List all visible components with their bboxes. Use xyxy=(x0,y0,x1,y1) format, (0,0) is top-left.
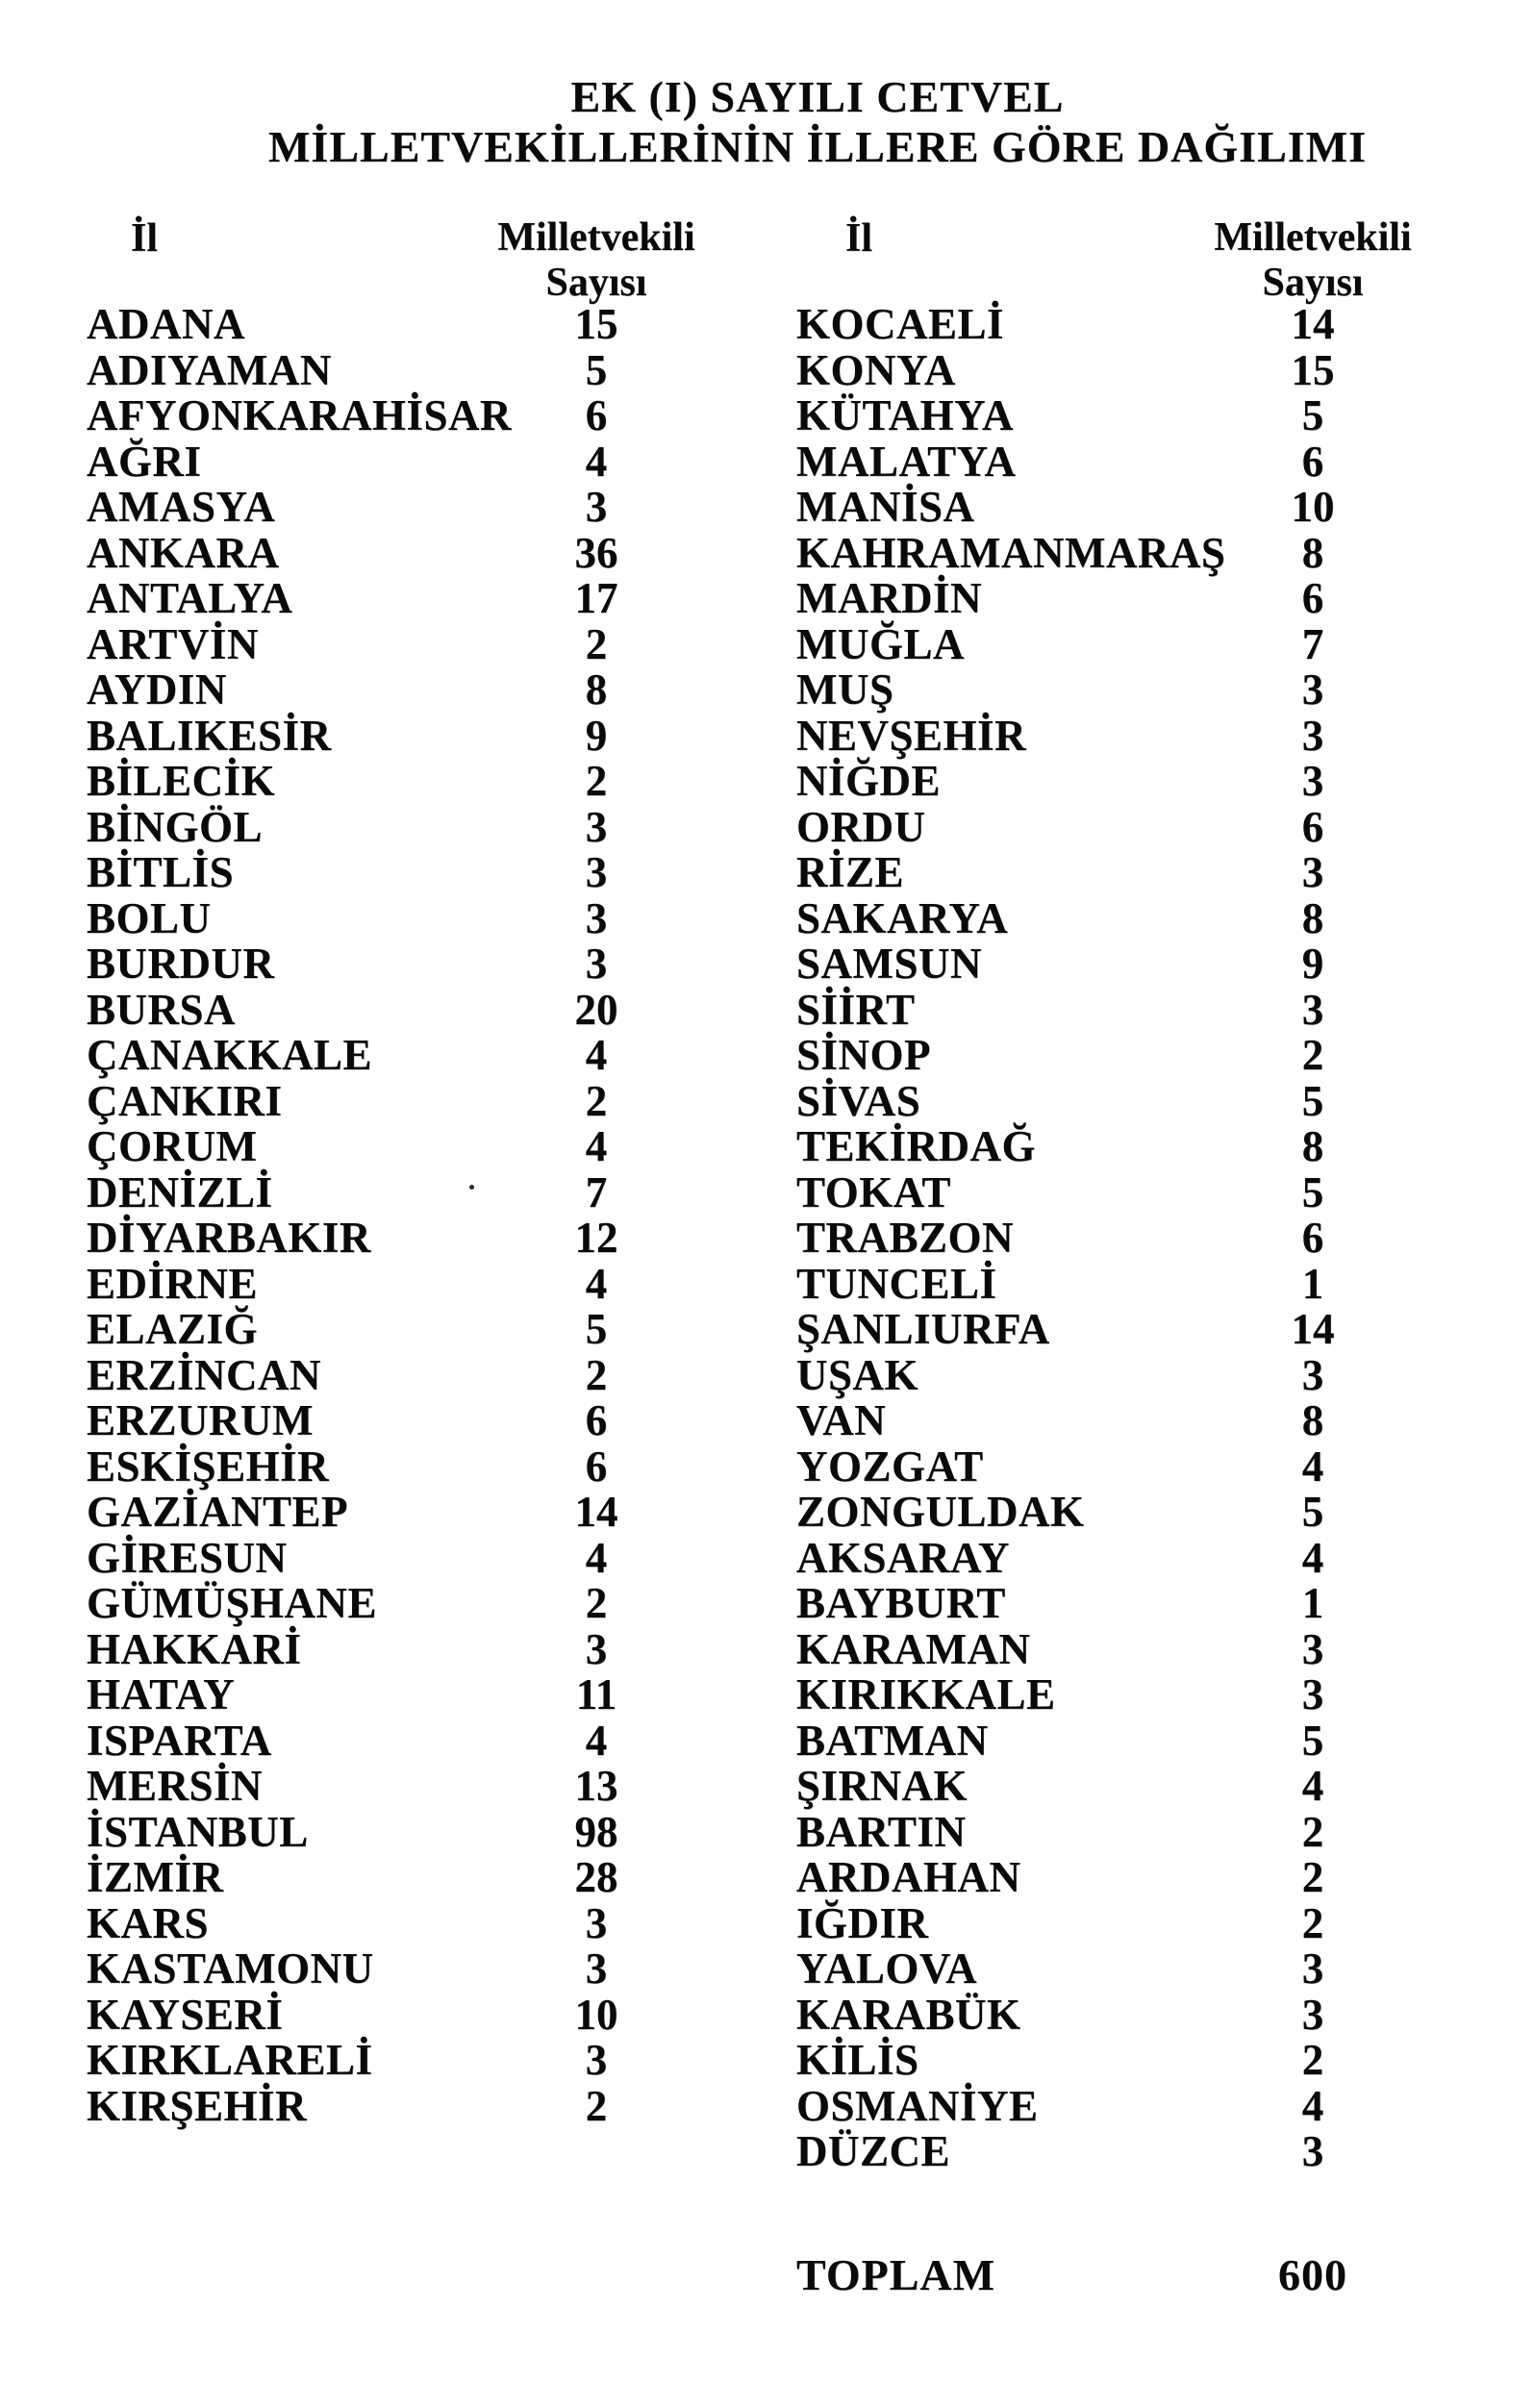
province-name: AĞRI xyxy=(87,437,202,486)
table-row xyxy=(87,711,654,760)
mp-count: 1 xyxy=(1301,1259,1324,1308)
mp-count: 15 xyxy=(574,300,618,348)
table-row xyxy=(87,1259,654,1308)
province-name: ISPARTA xyxy=(87,1716,272,1765)
table-row xyxy=(796,1764,1371,1810)
province-name: ERZURUM xyxy=(87,1396,314,1444)
table-row xyxy=(796,619,1371,668)
table-row xyxy=(87,1167,654,1217)
province-name: VAN xyxy=(796,1396,887,1444)
mp-count: 3 xyxy=(1301,757,1324,805)
province-name: KARAMAN xyxy=(796,1624,1031,1673)
mp-count: 3 xyxy=(585,893,608,942)
mp-count: 4 xyxy=(1301,1762,1324,1810)
province-name: ELAZIĞ xyxy=(87,1305,259,1353)
mp-count: 2 xyxy=(585,1350,608,1399)
table-row xyxy=(796,393,1371,439)
scan-artifact-speck xyxy=(469,1185,474,1190)
total-row xyxy=(796,2249,1371,2299)
mp-count: 2 xyxy=(1301,1898,1324,1947)
province-name: TEKİRDAĞ xyxy=(796,1122,1037,1170)
header-milletvekili-left: Milletvekili xyxy=(497,215,695,260)
province-name: MERSİN xyxy=(87,1762,264,1810)
province-name: RİZE xyxy=(796,848,905,896)
table-row xyxy=(87,759,654,805)
mp-count: 6 xyxy=(585,1396,608,1444)
table-row xyxy=(796,1076,1371,1125)
header-sayisi-right: Sayısı xyxy=(1262,261,1364,305)
mp-count: 8 xyxy=(585,665,608,714)
table-row xyxy=(87,1764,654,1810)
province-name: KÜTAHYA xyxy=(796,391,1015,439)
province-name: GÜMÜŞHANE xyxy=(87,1579,378,1627)
table-row xyxy=(87,1350,654,1399)
province-name: KASTAMONU xyxy=(87,1944,374,1993)
table-row xyxy=(87,1076,654,1125)
table-row xyxy=(796,345,1371,394)
mp-count: 9 xyxy=(585,711,608,760)
table-row xyxy=(796,1672,1371,1718)
province-name: KİLİS xyxy=(796,2036,919,2084)
mp-count: 3 xyxy=(1301,1944,1324,1993)
mp-count: 3 xyxy=(1301,1990,1324,2039)
province-name: ANTALYA xyxy=(87,574,293,622)
mp-count: 3 xyxy=(1301,1350,1324,1399)
mp-count: 6 xyxy=(585,391,608,439)
table-row xyxy=(796,1167,1371,1217)
header-milletvekili-right: Milletvekili xyxy=(1214,215,1412,260)
mp-count: 4 xyxy=(1301,1533,1324,1582)
mp-count: 4 xyxy=(1301,2081,1324,2130)
table-row xyxy=(87,1624,654,1673)
mp-count: 10 xyxy=(574,1990,618,2039)
mp-count: 3 xyxy=(1301,1670,1324,1718)
mp-count: 4 xyxy=(585,1716,608,1765)
province-name: ADANA xyxy=(87,300,245,348)
province-name: OSMANİYE xyxy=(796,2081,1039,2130)
province-name: ZONGULDAK xyxy=(796,1488,1085,1536)
mp-count: 4 xyxy=(585,1122,608,1170)
table-row xyxy=(87,1946,654,1993)
table-row xyxy=(796,1398,1371,1444)
province-name: YALOVA xyxy=(796,1944,978,1993)
mp-count: 3 xyxy=(1301,2127,1324,2175)
province-table-right-column xyxy=(796,302,1371,2297)
table-row xyxy=(796,1807,1371,1856)
mp-count: 8 xyxy=(1301,893,1324,942)
mp-count: 12 xyxy=(574,1214,618,1262)
province-name: DİYARBAKIR xyxy=(87,1214,371,1262)
table-row xyxy=(796,439,1371,486)
province-name: MUŞ xyxy=(796,665,894,714)
table-row xyxy=(796,1033,1371,1079)
province-name: TRABZON xyxy=(796,1214,1015,1262)
province-name: ORDU xyxy=(796,802,926,851)
table-row xyxy=(796,528,1371,577)
table-row xyxy=(796,711,1371,760)
province-name: KONYA xyxy=(796,345,956,394)
table-row xyxy=(796,1490,1371,1536)
province-name: DÜZCE xyxy=(796,2127,951,2175)
table-row xyxy=(796,1990,1371,2039)
province-name: KIRŞEHİR xyxy=(87,2081,308,2130)
province-name: BALIKESİR xyxy=(87,711,332,760)
mp-count: 3 xyxy=(1301,848,1324,896)
province-name: ADIYAMAN xyxy=(87,345,332,394)
total-value: 600 xyxy=(1278,2249,1347,2299)
province-name: GAZİANTEP xyxy=(87,1488,349,1536)
province-name: AFYONKARAHİSAR xyxy=(87,391,513,439)
province-name: BURDUR xyxy=(87,940,275,988)
table-row xyxy=(87,1533,654,1582)
province-name: ANKARA xyxy=(87,528,280,577)
province-name: UŞAK xyxy=(796,1350,919,1399)
table-row xyxy=(87,850,654,896)
province-name: MANİSA xyxy=(796,483,975,531)
province-name: TUNCELİ xyxy=(796,1259,997,1308)
province-name: KIRIKKALE xyxy=(796,1670,1056,1718)
province-name: IĞDIR xyxy=(796,1898,929,1947)
province-name: AYDIN xyxy=(87,665,227,714)
province-name: BİNGÖL xyxy=(87,802,264,851)
mp-count: 3 xyxy=(1301,1624,1324,1673)
province-name: TOKAT xyxy=(796,1167,951,1217)
table-row xyxy=(796,2081,1371,2130)
mp-count: 2 xyxy=(1301,1031,1324,1079)
province-name: AKSARAY xyxy=(796,1533,1010,1582)
table-row xyxy=(87,439,654,486)
mp-count: 2 xyxy=(585,619,608,668)
mp-count: 8 xyxy=(1301,1396,1324,1444)
mp-count: 3 xyxy=(1301,665,1324,714)
table-row xyxy=(87,1033,654,1079)
province-name: ÇORUM xyxy=(87,1122,258,1170)
province-name: SİVAS xyxy=(796,1076,921,1125)
mp-count: 3 xyxy=(585,2036,608,2084)
mp-count: 14 xyxy=(574,1488,618,1536)
mp-count: 6 xyxy=(1301,437,1324,486)
table-row xyxy=(796,1216,1371,1262)
mp-count: 13 xyxy=(574,1762,618,1810)
column-header-mp-count-left xyxy=(438,215,755,306)
province-name: NEVŞEHİR xyxy=(796,711,1027,760)
mp-count: 9 xyxy=(1301,940,1324,988)
mp-count: 4 xyxy=(585,1533,608,1582)
table-row xyxy=(87,302,654,348)
total-label: TOPLAM xyxy=(796,2249,996,2299)
column-header-province-right: İl xyxy=(844,216,872,261)
mp-count: 5 xyxy=(585,1305,608,1353)
mp-count: 2 xyxy=(1301,1807,1324,1856)
mp-count: 2 xyxy=(1301,2036,1324,2084)
mp-count: 6 xyxy=(1301,574,1324,622)
table-row xyxy=(796,1444,1371,1491)
column-header-mp-count-right xyxy=(1154,215,1471,306)
province-name: YOZGAT xyxy=(796,1442,984,1491)
table-row xyxy=(796,802,1371,851)
mp-count: 2 xyxy=(585,2081,608,2130)
mp-count: 6 xyxy=(1301,1214,1324,1262)
table-row xyxy=(87,345,654,394)
province-name: SİNOP xyxy=(796,1031,932,1079)
table-row xyxy=(87,1490,654,1536)
table-row xyxy=(87,1898,654,1947)
mp-count: 15 xyxy=(1291,345,1335,394)
province-table-left-column xyxy=(87,302,654,2129)
table-row xyxy=(87,619,654,668)
mp-count: 4 xyxy=(585,1031,608,1079)
mp-count: 11 xyxy=(575,1670,617,1718)
mp-count: 3 xyxy=(585,1898,608,1947)
table-row xyxy=(87,941,654,988)
province-name: ŞIRNAK xyxy=(796,1762,968,1810)
table-row xyxy=(796,1855,1371,1901)
mp-count: 5 xyxy=(1301,391,1324,439)
province-name: BARTIN xyxy=(796,1807,967,1856)
mp-count: 6 xyxy=(585,1442,608,1491)
header-sayisi-left: Sayısı xyxy=(545,261,647,305)
province-name: BİTLİS xyxy=(87,848,235,896)
mp-count: 3 xyxy=(585,1624,608,1673)
table-row xyxy=(796,1946,1371,1993)
province-name: ERZİNCAN xyxy=(87,1350,322,1399)
mp-count: 2 xyxy=(585,1076,608,1125)
mp-count: 2 xyxy=(585,1579,608,1627)
mp-count: 3 xyxy=(585,1944,608,1993)
table-row xyxy=(796,576,1371,622)
table-row xyxy=(796,2129,1371,2175)
mp-count: 7 xyxy=(585,1167,608,1217)
document-title-line1: EK (I) SAYILI CETVEL xyxy=(570,72,1065,121)
table-row xyxy=(87,1807,654,1856)
table-row xyxy=(796,302,1371,348)
mp-count: 14 xyxy=(1291,1305,1335,1353)
province-name: NİĞDE xyxy=(796,757,942,805)
table-row xyxy=(796,1350,1371,1399)
province-name: HAKKARİ xyxy=(87,1624,302,1673)
province-name: MARDİN xyxy=(796,574,982,622)
table-row xyxy=(87,893,654,942)
province-name: SİİRT xyxy=(796,985,916,1034)
province-name: BATMAN xyxy=(796,1716,989,1765)
mp-count: 6 xyxy=(1301,802,1324,851)
province-name: KIRKLARELİ xyxy=(87,2036,373,2084)
province-name: KARS xyxy=(87,1898,210,1947)
table-row xyxy=(87,393,654,439)
table-row xyxy=(87,802,654,851)
table-row xyxy=(87,528,654,577)
province-name: ÇANKIRI xyxy=(87,1076,283,1125)
mp-count: 4 xyxy=(585,1259,608,1308)
province-name: GİRESUN xyxy=(87,1533,288,1582)
province-name: ŞANLIURFA xyxy=(796,1305,1050,1353)
table-row xyxy=(87,1398,654,1444)
mp-count: 36 xyxy=(574,528,618,577)
mp-count: 3 xyxy=(585,483,608,531)
province-name: HATAY xyxy=(87,1670,236,1718)
mp-count: 5 xyxy=(1301,1488,1324,1536)
province-name: KARABÜK xyxy=(796,1990,1021,2039)
mp-count: 3 xyxy=(585,940,608,988)
province-name: EDİRNE xyxy=(87,1259,259,1308)
province-name: ARTVİN xyxy=(87,619,259,668)
mp-count: 7 xyxy=(1301,619,1324,668)
province-name: İZMİR xyxy=(87,1853,224,1901)
table-row xyxy=(796,1581,1371,1627)
table-row xyxy=(796,1307,1371,1353)
mp-count: 8 xyxy=(1301,528,1324,577)
table-row xyxy=(87,576,654,622)
province-name: KAHRAMANMARAŞ xyxy=(796,528,1226,577)
mp-count: 3 xyxy=(1301,711,1324,760)
mp-count: 5 xyxy=(585,345,608,394)
province-name: BURSA xyxy=(87,985,237,1034)
table-row xyxy=(796,2038,1371,2084)
mp-count: 20 xyxy=(574,985,618,1034)
mp-count: 1 xyxy=(1301,1579,1324,1627)
table-row xyxy=(796,1124,1371,1170)
table-row xyxy=(87,985,654,1034)
table-row xyxy=(87,1124,654,1170)
table-row xyxy=(87,1718,654,1765)
province-name: BOLU xyxy=(87,893,212,942)
province-name: BİLECİK xyxy=(87,757,276,805)
table-row xyxy=(796,1259,1371,1308)
province-name: MALATYA xyxy=(796,437,1017,486)
table-row xyxy=(87,1216,654,1262)
mp-count: 17 xyxy=(574,574,618,622)
table-row xyxy=(87,1581,654,1627)
table-row xyxy=(796,850,1371,896)
province-name: BAYBURT xyxy=(796,1579,1006,1627)
province-name: MUĞLA xyxy=(796,619,965,668)
province-name: ÇANAKKALE xyxy=(87,1031,373,1079)
table-row xyxy=(796,985,1371,1034)
document-title-line2: MİLLETVEKİLLERİNİN İLLERE GÖRE DAĞILIMI xyxy=(268,122,1367,171)
mp-count: 4 xyxy=(1301,1442,1324,1491)
table-row xyxy=(796,667,1371,714)
province-name: DENİZLİ xyxy=(87,1167,273,1217)
table-row xyxy=(796,759,1371,805)
province-name: AMASYA xyxy=(87,483,276,531)
table-row xyxy=(796,941,1371,988)
table-row xyxy=(87,2038,654,2084)
mp-count: 4 xyxy=(585,437,608,486)
mp-count: 10 xyxy=(1291,483,1335,531)
column-header-province-left: İl xyxy=(130,216,158,261)
table-row xyxy=(87,2081,654,2130)
table-row xyxy=(796,485,1371,531)
table-row xyxy=(796,1718,1371,1765)
province-name: İSTANBUL xyxy=(87,1807,309,1856)
table-row xyxy=(87,667,654,714)
table-row xyxy=(796,1898,1371,1947)
province-name: SAMSUN xyxy=(796,940,983,988)
table-row xyxy=(87,1855,654,1901)
province-name: ARDAHAN xyxy=(796,1853,1021,1901)
mp-count: 3 xyxy=(585,802,608,851)
mp-count: 5 xyxy=(1301,1167,1324,1217)
province-name: KOCAELİ xyxy=(796,300,1005,348)
mp-count: 5 xyxy=(1301,1716,1324,1765)
mp-count: 14 xyxy=(1291,300,1335,348)
table-row xyxy=(87,485,654,531)
table-row xyxy=(87,1672,654,1718)
mp-count: 28 xyxy=(574,1853,618,1901)
table-row xyxy=(796,1624,1371,1673)
mp-count: 8 xyxy=(1301,1122,1324,1170)
province-name: ESKİŞEHİR xyxy=(87,1442,330,1491)
table-row xyxy=(87,1307,654,1353)
mp-count: 3 xyxy=(585,848,608,896)
mp-count: 2 xyxy=(585,757,608,805)
mp-count: 5 xyxy=(1301,1076,1324,1125)
mp-count: 2 xyxy=(1301,1853,1324,1901)
table-row xyxy=(796,1533,1371,1582)
mp-count: 98 xyxy=(574,1807,618,1856)
table-row xyxy=(87,1444,654,1491)
table-row xyxy=(796,893,1371,942)
table-row xyxy=(87,1990,654,2039)
province-name: SAKARYA xyxy=(796,893,1009,942)
province-name: KAYSERİ xyxy=(87,1990,284,2039)
mp-count: 3 xyxy=(1301,985,1324,1034)
